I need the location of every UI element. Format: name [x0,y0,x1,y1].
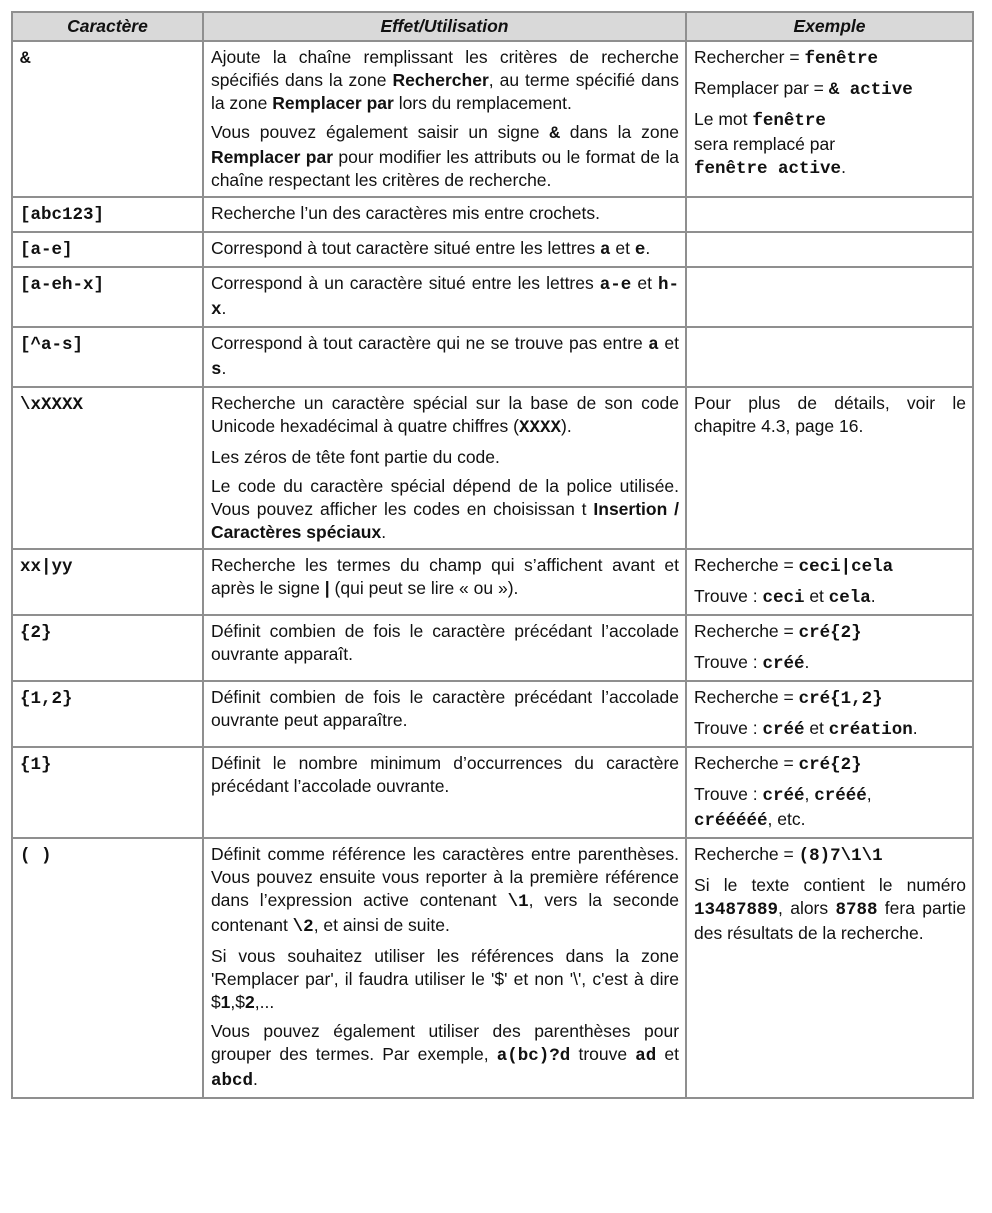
code-text: crééé [814,786,867,806]
cell-caractere [12,747,203,838]
paragraph: Définit le nombre minimum d’occurrences du caractère précédant l’accolade ouvrante. [210,753,680,796]
code-text: abcd [210,1071,253,1091]
code-text: h-x [210,275,680,320]
bold-text: 1 [220,992,231,1012]
code-text: cela [828,588,871,608]
paragraph: Le mot fenêtre sera remplacé par fenêtre active. [694,109,846,179]
paragraph: Recherche = cré{2} [694,621,862,643]
paragraph: Si vous souhaitez utiliser les références dans la zone 'Remplacer par', il faudra utiliser le '$' et non '\', c'est à dire $1,$2,... [210,946,680,1012]
code-text: \2 [292,917,314,937]
cell-caractere [12,615,203,681]
code-text: création [828,720,913,740]
cell-exemple [686,615,973,681]
paragraph: Trouve : ceci et cela. [694,586,876,608]
bold-text: | [324,578,330,598]
cell-effet [203,747,686,838]
header-row [12,12,973,41]
code-text: cré{2} [798,755,862,775]
cell-exemple [686,327,973,387]
paragraph: Recherche = cré{1,2} [694,687,883,709]
code-text: 13487889 [694,900,779,920]
code-text: (8)7\1\1 [798,846,883,866]
regex-reference-table [11,11,974,1099]
code-text: s [210,360,222,380]
caractere-code: ( ) [20,846,52,866]
code-text: XXXX [518,418,561,438]
paragraph: Trouve : créé, crééé, crééééé, etc. [694,784,872,831]
table-row [12,327,973,387]
paragraph: Recherche = (8)7\1\1 [694,844,883,866]
code-text: a [648,335,659,355]
table-row [12,267,973,327]
cell-effet [203,387,686,549]
table-row [12,838,973,1098]
table-row [12,681,973,747]
code-text: a [600,240,611,260]
code-text: & active [828,80,913,100]
caractere-code: {2} [20,623,52,643]
paragraph: Correspond à un caractère situé entre les lettres a-e et h-x. [210,273,680,320]
paragraph: Recherche = ceci|cela [694,555,894,577]
cell-exemple [686,232,973,267]
paragraph: Ajoute la chaîne remplissant les critères de recherche spécifiés dans la zone Rechercher, au terme spécifié dans la zone Remplacer par lors du remplacement. [210,47,680,113]
cell-caractere [12,267,203,327]
cell-effet [203,681,686,747]
table-body [12,41,973,1098]
paragraph: Vous pouvez également utiliser des parenthèses pour grouper des termes. Par exemple, a(bc)?d trouve ad et abcd. [210,1021,680,1091]
code-text: cré{1,2} [798,689,883,709]
paragraph: Définit comme référence les caractères entre parenthèses. Vous pouvez ensuite vous reporter à la première référence dans l’expression active contenant \1, vers la seconde contenant \2, et ainsi de suite. [210,844,680,937]
cell-caractere [12,41,203,197]
code-text: & [549,124,560,144]
caractere-code: {1,2} [20,689,73,709]
code-text: créé [762,654,805,674]
cell-exemple [686,41,973,197]
table-row [12,615,973,681]
paragraph: Trouve : créé et création. [694,718,918,740]
code-text: ceci [762,588,805,608]
header-caractere: Caractère [12,12,203,41]
paragraph: Recherche l’un des caractères mis entre crochets. [210,203,600,223]
paragraph: Les zéros de tête font partie du code. [210,447,500,467]
cell-effet [203,41,686,197]
cell-effet [203,549,686,615]
code-text: créé [762,720,805,740]
caractere-code: xx|yy [20,557,73,577]
bold-text: Rechercher [392,70,489,90]
code-text: a-e [599,275,632,295]
code-text: 8788 [835,900,878,920]
cell-effet [203,267,686,327]
cell-caractere [12,387,203,549]
caractere-code: \xXXXX [20,395,84,415]
bold-text: Remplacer par [210,147,334,167]
code-text: fenêtre [804,49,878,69]
paragraph: Recherche un caractère spécial sur la base de son code Unicode hexadécimal à quatre chiffres (XXXX). [210,393,680,438]
caractere-code: [a-e] [20,240,73,260]
table-row [12,549,973,615]
cell-caractere [12,197,203,232]
caractere-code: [a-eh-x] [20,275,105,295]
table-row [12,41,973,197]
table-row [12,197,973,232]
caractere-code: {1} [20,755,52,775]
paragraph: Remplacer par = & active [694,78,913,100]
code-text: a(bc)?d [496,1046,571,1066]
cell-effet [203,232,686,267]
cell-exemple [686,387,973,549]
bold-text: 2 [245,992,255,1012]
caractere-code: & [20,49,31,69]
paragraph: Trouve : créé. [694,652,810,674]
paragraph: Pour plus de détails, voir le chapitre 4.3, page 16. [694,393,966,436]
cell-caractere [12,327,203,387]
code-text: créé [762,786,805,806]
cell-effet [203,327,686,387]
table-row [12,387,973,549]
cell-caractere [12,232,203,267]
cell-exemple [686,838,973,1098]
table-row [12,232,973,267]
cell-caractere [12,838,203,1098]
code-text: e [634,240,646,260]
paragraph: Recherche = cré{2} [694,753,862,775]
header-exemple: Exemple [686,12,973,41]
cell-exemple [686,681,973,747]
cell-exemple [686,549,973,615]
code-text: crééééé [694,811,768,831]
code-text: cré{2} [798,623,862,643]
bold-text: Insertion / Caractères spéciaux [210,499,680,542]
paragraph: Si le texte contient le numéro 13487889, alors 8788 fera partie des résultats de la recherche. [694,875,966,943]
code-text: \1 [507,892,529,912]
cell-effet [203,838,686,1098]
code-text: fenêtre [752,111,826,131]
paragraph: Rechercher = fenêtre [694,47,878,69]
cell-exemple [686,747,973,838]
paragraph: Correspond à tout caractère situé entre les lettres a et e. [210,238,651,260]
code-text: ad [635,1046,657,1066]
cell-caractere [12,549,203,615]
cell-caractere [12,681,203,747]
caractere-code: [abc123] [20,205,105,225]
cell-effet [203,197,686,232]
paragraph: Le code du caractère spécial dépend de la police utilisée. Vous pouvez afficher les codes en choisissan t Insertion / Caractères spéciaux. [210,476,680,542]
code-text: ceci|cela [798,557,894,577]
table-row [12,747,973,838]
caractere-code: [^a-s] [20,335,84,355]
paragraph: Correspond à tout caractère qui ne se trouve pas entre a et s. [210,333,680,380]
paragraph: Recherche les termes du champ qui s’affichent avant et après le signe | (qui peut se lire « ou »). [210,555,680,598]
paragraph: Définit combien de fois le caractère précédant l’accolade ouvrante peut apparaître. [210,687,680,730]
bold-text: Remplacer par [272,93,394,113]
paragraph: Définit combien de fois le caractère précédant l’accolade ouvrante apparaît. [210,621,680,664]
cell-exemple [686,267,973,327]
cell-exemple [686,197,973,232]
cell-effet [203,615,686,681]
paragraph: Vous pouvez également saisir un signe & dans la zone Remplacer par pour modifier les attributs ou le format de la chaîne respectant les critères de recherche. [210,122,680,190]
header-effet: Effet/Utilisation [203,12,686,41]
code-text: fenêtre active [694,159,842,179]
